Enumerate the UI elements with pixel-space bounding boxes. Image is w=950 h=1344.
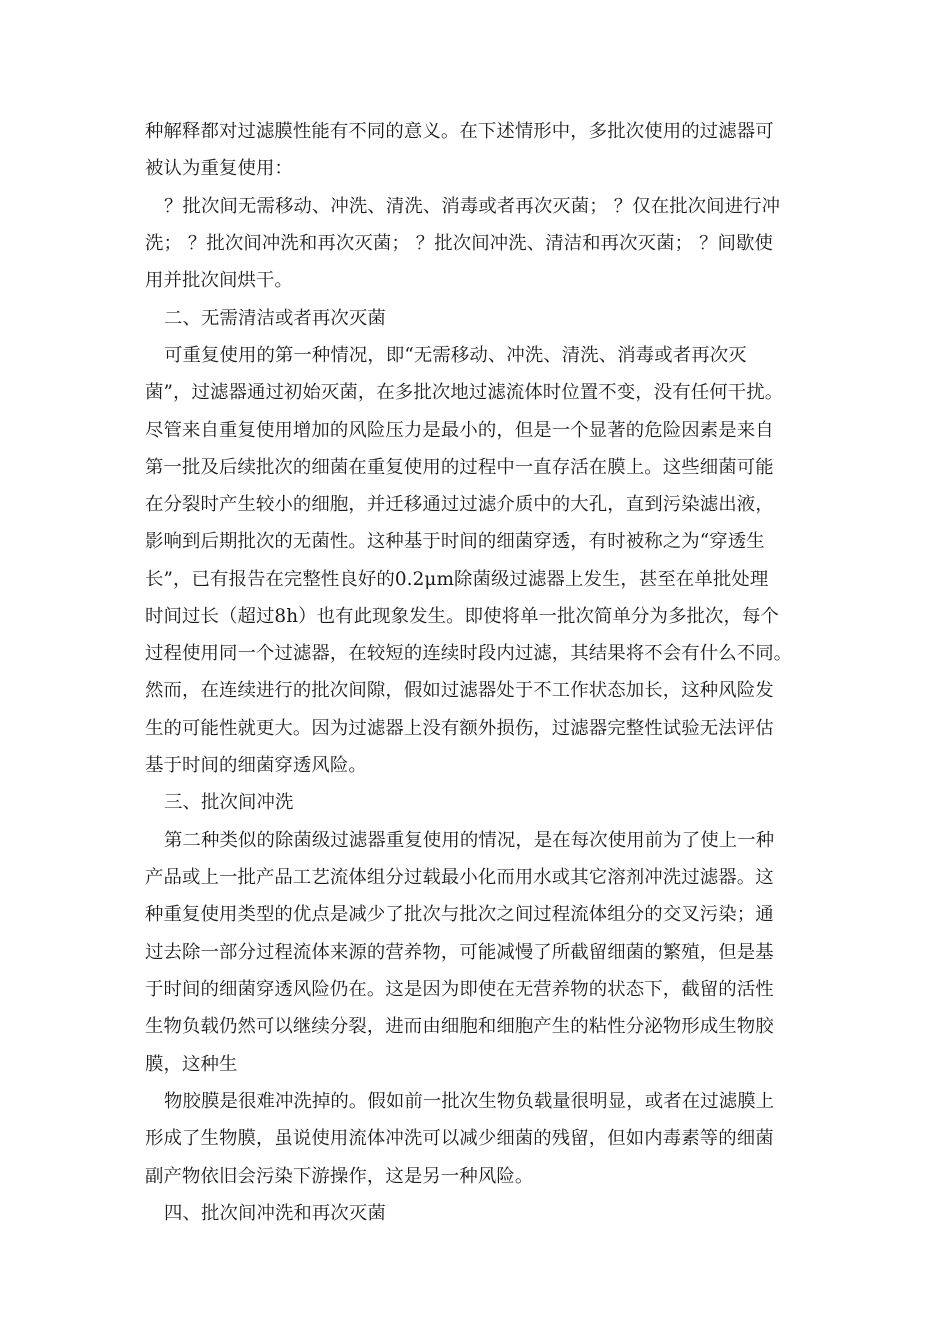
text-line: 用并批次间烘干。 [145,270,293,291]
section-heading: 二、无需清洁或者再次灭菌 [164,308,386,329]
text-line: 膜，这种生 [145,1054,238,1075]
text-line: 种重复使用类型的优点是减少了批次与批次之间过程流体组分的交叉污染；通 [145,904,774,925]
text-line: 影响到后期批次的无菌性。这种基于时间的细菌穿透，有时被称之为“穿透生 [145,531,765,552]
text-line: 形成了生物膜，虽说使用流体冲洗可以减少细菌的残留，但如内毒素等的细菌 [145,1128,774,1149]
text-line: 物胶膜是很难冲洗掉的。假如前一批次生物负载量很明显，或者在过滤膜上 [164,1091,775,1112]
text-line: 第一批及后续批次的细菌在重复使用的过程中一直存活在膜上。这些细菌可能 [145,457,774,478]
text-line: 于时间的细菌穿透风险仍在。这是因为即使在无营养物的状态下，截留的活性 [145,979,774,1000]
text-line: 第二种类似的除菌级过滤器重复使用的情况，是在每次使用前为了使上一种 [164,830,775,851]
text-line: 然而，在连续进行的批次间隙，假如过滤器处于不工作状态加长，这种风险发 [145,680,774,701]
text-line: 过去除一部分过程流体来源的营养物，可能减慢了所截留细菌的繁殖，但是基 [145,942,774,963]
text-line: 洗； ？批次间冲洗和再次灭菌； ？批次间冲洗、清洁和再次灭菌； ？间歇使 [145,233,774,254]
text-line: 产品或上一批产品工艺流体组分过载最小化而用水或其它溶剂冲洗过滤器。这 [145,867,774,888]
text-line: 副产物依旧会污染下游操作，这是另一种风险。 [145,1166,534,1187]
text-line: 尽管来自重复使用增加的风险压力是最小的，但是一个显著的危险因素是来自 [145,420,774,441]
text-line: 菌”，过滤器通过初始灭菌，在多批次地过滤流体时位置不变，没有任何干扰。 [145,382,784,403]
text-line: 长”，已有报告在完整性良好的0.2μm除菌级过滤器上发生，甚至在单批处理 [145,569,769,590]
section-heading: 三、批次间冲洗 [164,792,294,813]
text-line: 可重复使用的第一种情况，即“无需移动、冲洗、清洗、消毒或者再次灭 [164,345,747,366]
section-heading: 四、批次间冲洗和再次灭菌 [164,1203,386,1224]
text-line: 种解释都对过滤膜性能有不同的意义。在下述情形中，多批次使用的过滤器可 [145,121,774,142]
text-line: 基于时间的细菌穿透风险。 [145,755,367,776]
text-line: 时间过长（超过8h）也有此现象发生。即使将单一批次简单分为多批次，每个 [145,606,779,627]
text-line: 在分裂时产生较小的细胞，并迁移通过过滤介质中的大孔，直到污染滤出液， [145,494,774,515]
text-line: 生的可能性就更大。因为过滤器上没有额外损伤，过滤器完整性试验无法评估 [145,718,774,739]
text-line: 过程使用同一个过滤器，在较短的连续时段内过滤，其结果将不会有什么不同。 [145,643,793,664]
text-line: ？批次间无需移动、冲洗、清洗、消毒或者再次灭菌； ？仅在批次间进行冲 [164,196,781,217]
text-line: 被认为重复使用： [145,158,293,179]
text-line: 生物负载仍然可以继续分裂，进而由细胞和细胞产生的粘性分泌物形成生物胶 [145,1016,774,1037]
